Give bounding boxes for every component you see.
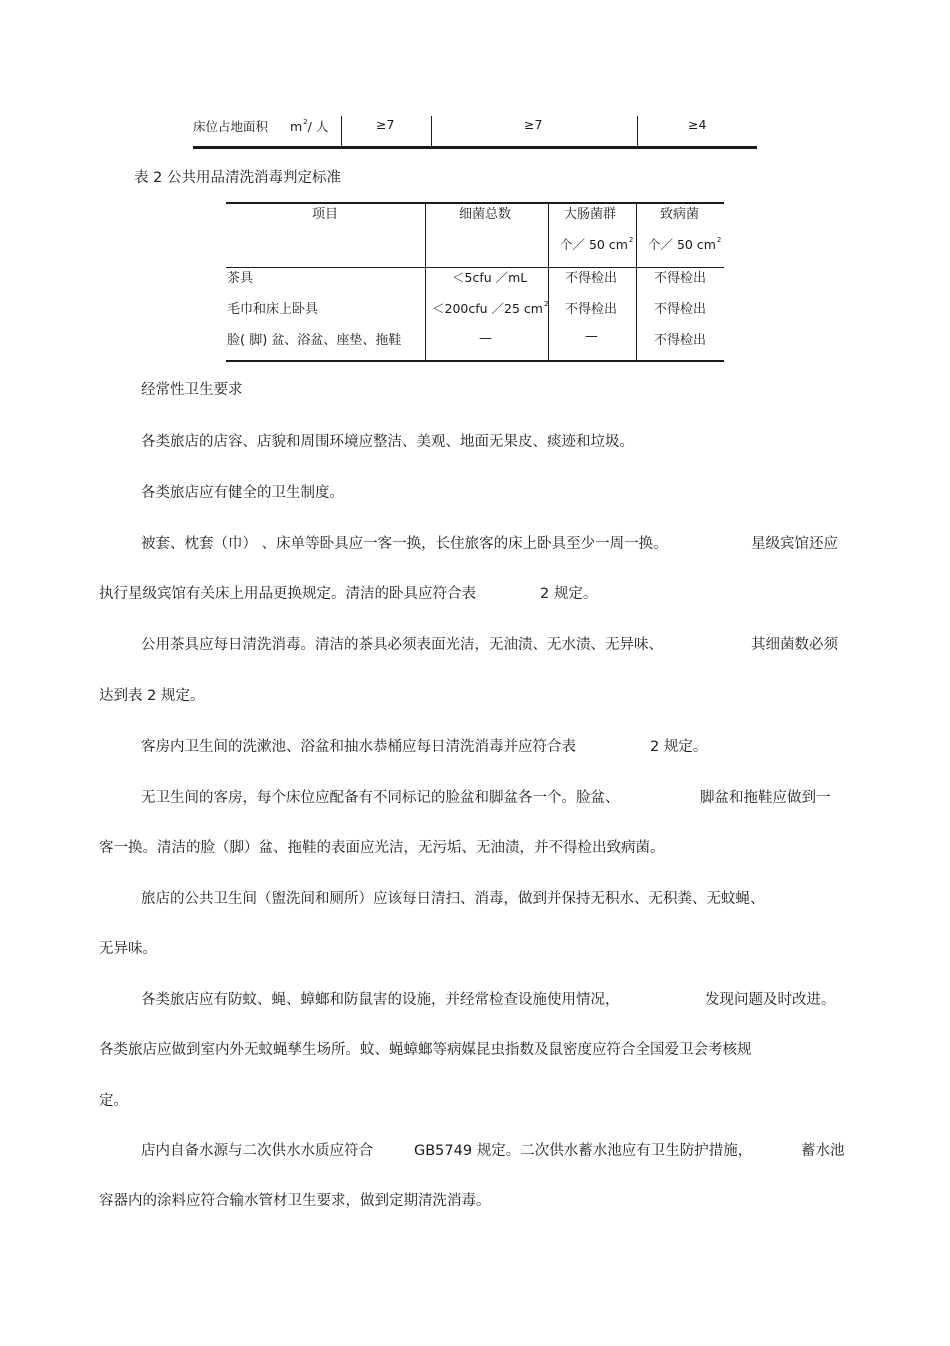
paragraph-line: 无异味。: [99, 941, 157, 957]
paragraph-line: 2 规定。: [650, 739, 708, 755]
cell-coliform: —: [585, 329, 598, 344]
header-coliform: 大肠菌群: [564, 207, 617, 222]
cell-pathogen: 不得检出: [654, 333, 707, 348]
paragraph-line: 各类旅店应做到室内外无蚊蝇孳生场所。蚊、蝇蟑螂等病媒昆虫指数及鼠密度应符合全国爱卫会考核规: [99, 1042, 752, 1058]
header-pathogen: 致病菌: [660, 207, 700, 222]
cell-item: 茶具: [227, 271, 254, 286]
paragraph-line: 2 规定。: [540, 586, 598, 602]
paragraph-line: 脚盆和拖鞋应做到一: [700, 790, 831, 806]
header-item: 项目: [312, 207, 339, 222]
paragraph-line: 各类旅店应有防蚊、蝇、蟑螂和防鼠害的设施，并经常检查设施使用情况，: [141, 992, 620, 1008]
paragraph-line: 蓄水池: [801, 1143, 845, 1159]
cell-pathogen: 不得检出: [654, 271, 707, 286]
top-table-bottom-rule: [193, 146, 757, 149]
table-column-divider: [636, 203, 637, 361]
header-bacteria: 细菌总数: [459, 207, 512, 222]
section-heading: 经常性卫生要求: [141, 382, 243, 398]
paragraph-line: 公用茶具应每日清洗消毒。清洁的茶具必须表面光洁，无油渍、无水渍、无异味、: [141, 637, 663, 653]
paragraph-line: GB5749 规定。二次供水蓄水池应有卫生防护措施，: [414, 1143, 753, 1159]
paragraph-line: 其细菌数必须: [751, 637, 838, 653]
table-column-divider: [548, 203, 549, 361]
header-coliform-unit: 个／ 50 $cm^2$: [560, 236, 634, 252]
cell-coliform: 不得检出: [565, 271, 618, 286]
table-caption: 表 2 公共用品清洗消毒判定标准: [134, 170, 341, 186]
cell-item: 毛巾和床上卧具: [227, 302, 319, 317]
table-bottom-rule: [226, 360, 724, 362]
paragraph-line: 店内自备水源与二次供水水质应符合: [141, 1143, 373, 1159]
top-table-unit: $m^2/$ 人: [289, 118, 329, 134]
header-pathogen-unit: 个／ 50 $cm^2$: [648, 236, 722, 252]
cell-pathogen: 不得检出: [654, 302, 707, 317]
top-table-value: ≥7: [524, 117, 543, 132]
cell-item: 脸( 脚) 盆、浴盆、座垫、拖鞋: [227, 333, 402, 348]
top-table-label: 床位占地面积 $m^2/$ 人: [193, 118, 329, 134]
top-table-divider: [341, 116, 342, 146]
top-table-value: ≥7: [376, 117, 395, 132]
paragraph-line: 容器内的涂料应符合输水管材卫生要求，做到定期清洗消毒。: [99, 1193, 491, 1209]
cell-bacteria: ＜5cfu ／mL: [452, 270, 528, 285]
paragraph-line: 各类旅店的店容、店貌和周围环境应整洁、美观、地面无果皮、痰迹和垃圾。: [141, 434, 634, 450]
paragraph-line: 无卫生间的客房，每个床位应配备有不同标记的脸盆和脚盆各一个。脸盆、: [141, 790, 620, 806]
paragraph-line: 客一换。清洁的脸（脚）盆、拖鞋的表面应光洁，无污垢、无油渍，并不得检出致病菌。: [99, 840, 665, 856]
top-table-divider: [637, 116, 638, 146]
table-column-divider: [425, 203, 426, 361]
paragraph-line: 星级宾馆还应: [751, 536, 838, 552]
paragraph-line: 发现问题及时改进。: [705, 992, 836, 1008]
paragraph-line: 定。: [99, 1093, 128, 1109]
paragraph-line: 达到表 2 规定。: [99, 688, 205, 704]
paragraph-line: 被套、枕套（巾） 、床单等卧具应一客一换，长住旅客的床上卧具至少一周一换。: [141, 536, 668, 552]
cell-coliform: 不得检出: [565, 302, 618, 317]
top-table-divider: [431, 116, 432, 146]
cell-bacteria: —: [479, 331, 492, 346]
top-table-value: ≥4: [688, 117, 707, 132]
paragraph-line: 各类旅店应有健全的卫生制度。: [141, 485, 344, 501]
paragraph-line: 执行星级宾馆有关床上用品更换规定。清洁的卧具应符合表: [99, 586, 476, 602]
cell-bacteria: ＜200cfu ／25 $cm^2$: [432, 300, 549, 316]
paragraph-line: 旅店的公共卫生间（盥洗间和厕所）应该每日清扫、消毒，做到并保持无积水、无积粪、无蚊蝇、: [141, 891, 765, 907]
paragraph-line: 客房内卫生间的洗漱池、浴盆和抽水恭桶应每日清洗消毒并应符合表: [141, 739, 576, 755]
